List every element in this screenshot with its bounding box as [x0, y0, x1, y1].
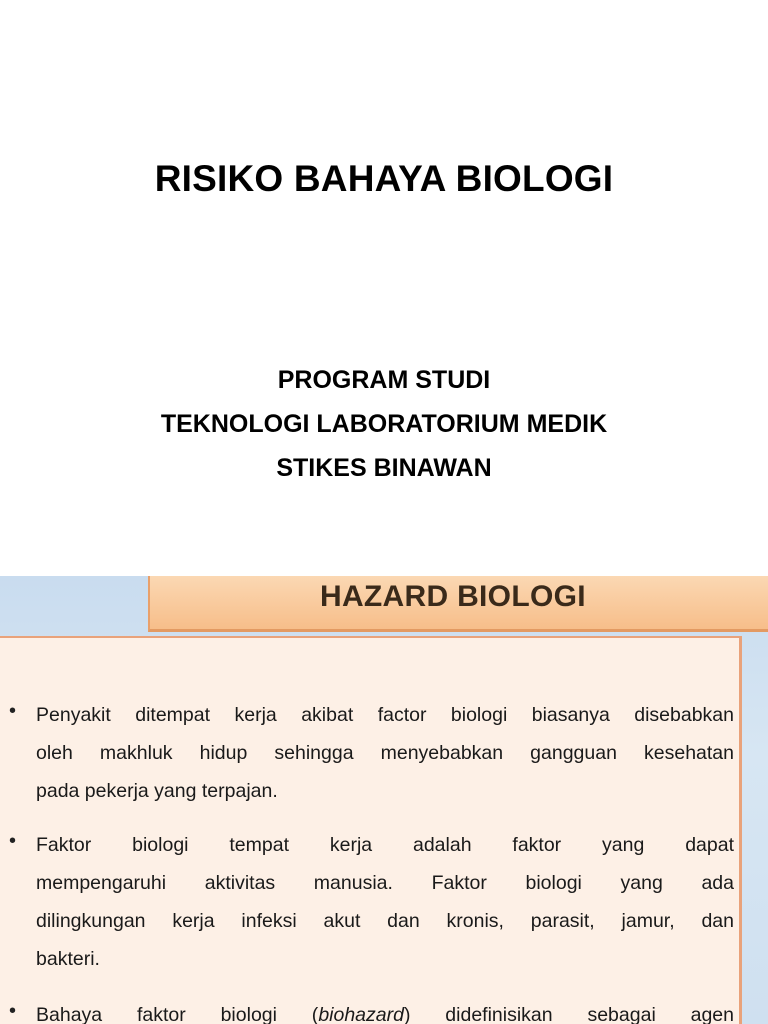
- bullet-line: Penyakit ditempat kerja akibat factor biologi biasanya disebabkan: [36, 704, 734, 726]
- bullet-text: [36, 696, 734, 810]
- bullet-text-end: ) didefinisikan sebagai agen: [403, 1004, 734, 1024]
- subtitle-program: PROGRAM STUDI: [277, 366, 491, 394]
- content-panel: [0, 636, 742, 1024]
- subtitle-department: TEKNOLOGI LABORATORIUM MEDIK: [160, 410, 608, 438]
- header-bar: [148, 576, 768, 632]
- subtitle-institution: STIKES BINAWAN: [276, 454, 492, 482]
- bullet-line: mempengaruhi aktivitas manusia. Faktor biologi yang ada: [36, 872, 734, 894]
- bullet-icon: •: [9, 830, 17, 852]
- slide-subtitle: [0, 358, 768, 490]
- bullet-line: bakteri.: [36, 948, 100, 970]
- bullet-icon: •: [9, 700, 17, 722]
- bullet-line: Faktor biologi tempat kerja adalah faktor yang dapat: [36, 834, 734, 856]
- bullet-text-italic: biohazard: [318, 1004, 404, 1024]
- bullet-line: oleh makhluk hidup sehingga menyebabkan gangguan kesehatan: [36, 742, 734, 764]
- bullet-text-start: Bahaya faktor biologi (: [36, 1004, 319, 1024]
- bullet-line: dilingkungan kerja infeksi akut dan kronis, parasit, jamur, dan: [36, 910, 734, 932]
- bullet-line: pada pekerja yang terpajan.: [36, 780, 278, 802]
- hazard-slide: [0, 576, 768, 1024]
- bullet-text: [36, 996, 734, 1024]
- bullet-icon: •: [9, 1000, 17, 1022]
- header-title: HAZARD BIOLOGI: [320, 580, 586, 613]
- bullet-text: [36, 826, 734, 978]
- slide-title: RISIKO BAHAYA BIOLOGI: [154, 158, 614, 199]
